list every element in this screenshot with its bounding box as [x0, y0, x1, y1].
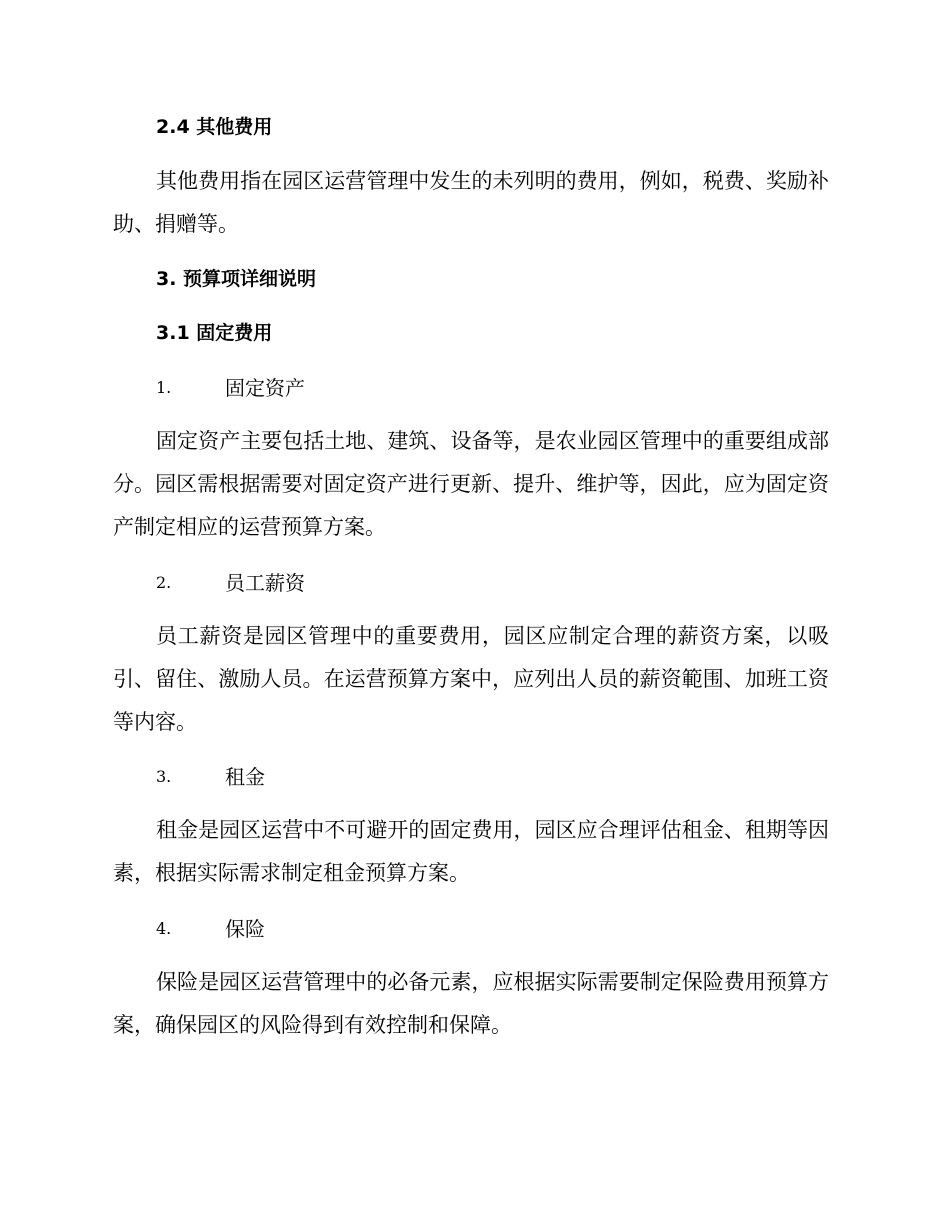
paragraph-insurance: 保险是园区运营管理中的必备元素，应根据实际需要制定保险费用预算方案，确保园区的风险得到有效控制和保障。 — [113, 970, 829, 1037]
paragraph-rent: 租金是园区运营中不可避开的固定费用，园区应合理评估租金、租期等因素，根据实际需求制定租金预算方案。 — [113, 818, 829, 885]
heading-3: 3. 预算项详细说明 — [156, 268, 317, 290]
list-title: 租金 — [225, 765, 265, 789]
paragraph-fixed-assets: 固定资产主要包括土地、建筑、设备等，是农业园区管理中的重要组成部分。园区需根据需要对固定资产进行更新、提升、维护等，因此，应为固定资产制定相应的运营预算方案。 — [113, 429, 829, 539]
list-title: 员工薪资 — [225, 571, 305, 595]
list-number: 4. — [156, 919, 172, 938]
heading-3-1: 3.1 固定费用 — [156, 322, 273, 344]
paragraph-other-expenses: 其他费用指在园区运营管理中发生的未列明的费用，例如，税费、奖励补助、捐赠等。 — [113, 169, 829, 236]
paragraph-staff-salary: 员工薪资是园区管理中的重要费用，园区应制定合理的薪资方案，以吸引、留住、激励人员。在运营预算方案中，应列出人员的薪资範围、加班工资等内容。 — [113, 624, 829, 734]
list-number: 2. — [156, 573, 172, 592]
heading-2-4: 2.4 其他费用 — [156, 116, 273, 138]
list-number: 1. — [156, 378, 172, 397]
list-number: 3. — [156, 767, 172, 786]
list-title: 保险 — [225, 917, 265, 941]
list-title: 固定资产 — [225, 376, 305, 400]
